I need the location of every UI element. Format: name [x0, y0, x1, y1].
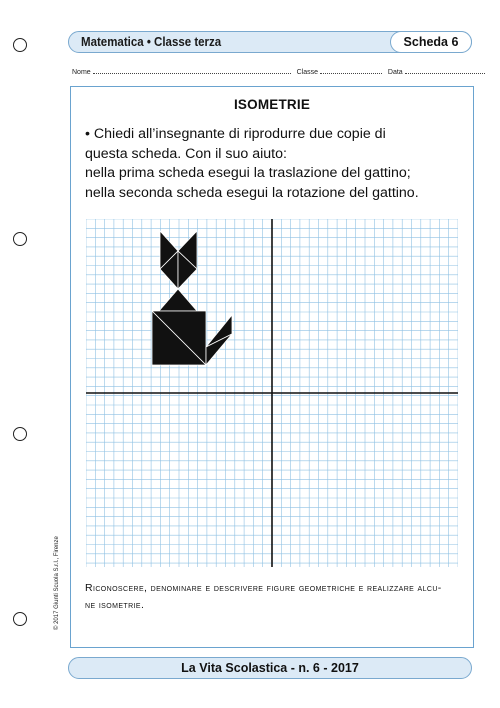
footer-bar: La Vita Scolastica - n. 6 - 2017: [68, 657, 472, 679]
binder-hole-2: [13, 232, 27, 246]
objective-line: ne isometrie.: [85, 599, 145, 611]
student-info-row: [72, 68, 472, 76]
sheet-number: Scheda 6: [390, 31, 472, 53]
worksheet-title: ISOMETRIE: [233, 97, 311, 112]
subject-label: Matematica • Classe terza: [81, 35, 222, 49]
cat-neck: [159, 289, 197, 311]
instructions: [85, 125, 465, 203]
binder-hole-1: [13, 38, 27, 52]
learning-objective: [85, 580, 465, 614]
instruction-line: questa scheda. Con il suo aiuto:: [85, 145, 287, 162]
name-field[interactable]: [93, 68, 291, 74]
date-label: Data: [387, 69, 403, 76]
class-label: Classe: [296, 69, 318, 76]
header-bar: [68, 31, 472, 53]
copyright-notice: © 2017 Giunti Scuola S.r.l., Firenze: [54, 536, 60, 630]
objective-line: Riconoscere, denominare e descrivere figure geometriche e realizzare alcu-: [85, 582, 442, 594]
binder-hole-3: [13, 427, 27, 441]
instruction-line: nella prima scheda esegui la traslazione del gattino;: [85, 165, 411, 181]
binder-hole-4: [13, 612, 27, 626]
instruction-line: • Chiedi all’insegnante di riprodurre due copie di: [85, 126, 386, 142]
name-label: Nome: [72, 69, 91, 76]
instruction-line: nella seconda scheda esegui la rotazione del gattino.: [85, 184, 419, 201]
class-field[interactable]: [320, 68, 382, 74]
coordinate-grid: [86, 219, 458, 567]
cat-figure: [152, 231, 232, 365]
date-field[interactable]: [405, 68, 485, 74]
